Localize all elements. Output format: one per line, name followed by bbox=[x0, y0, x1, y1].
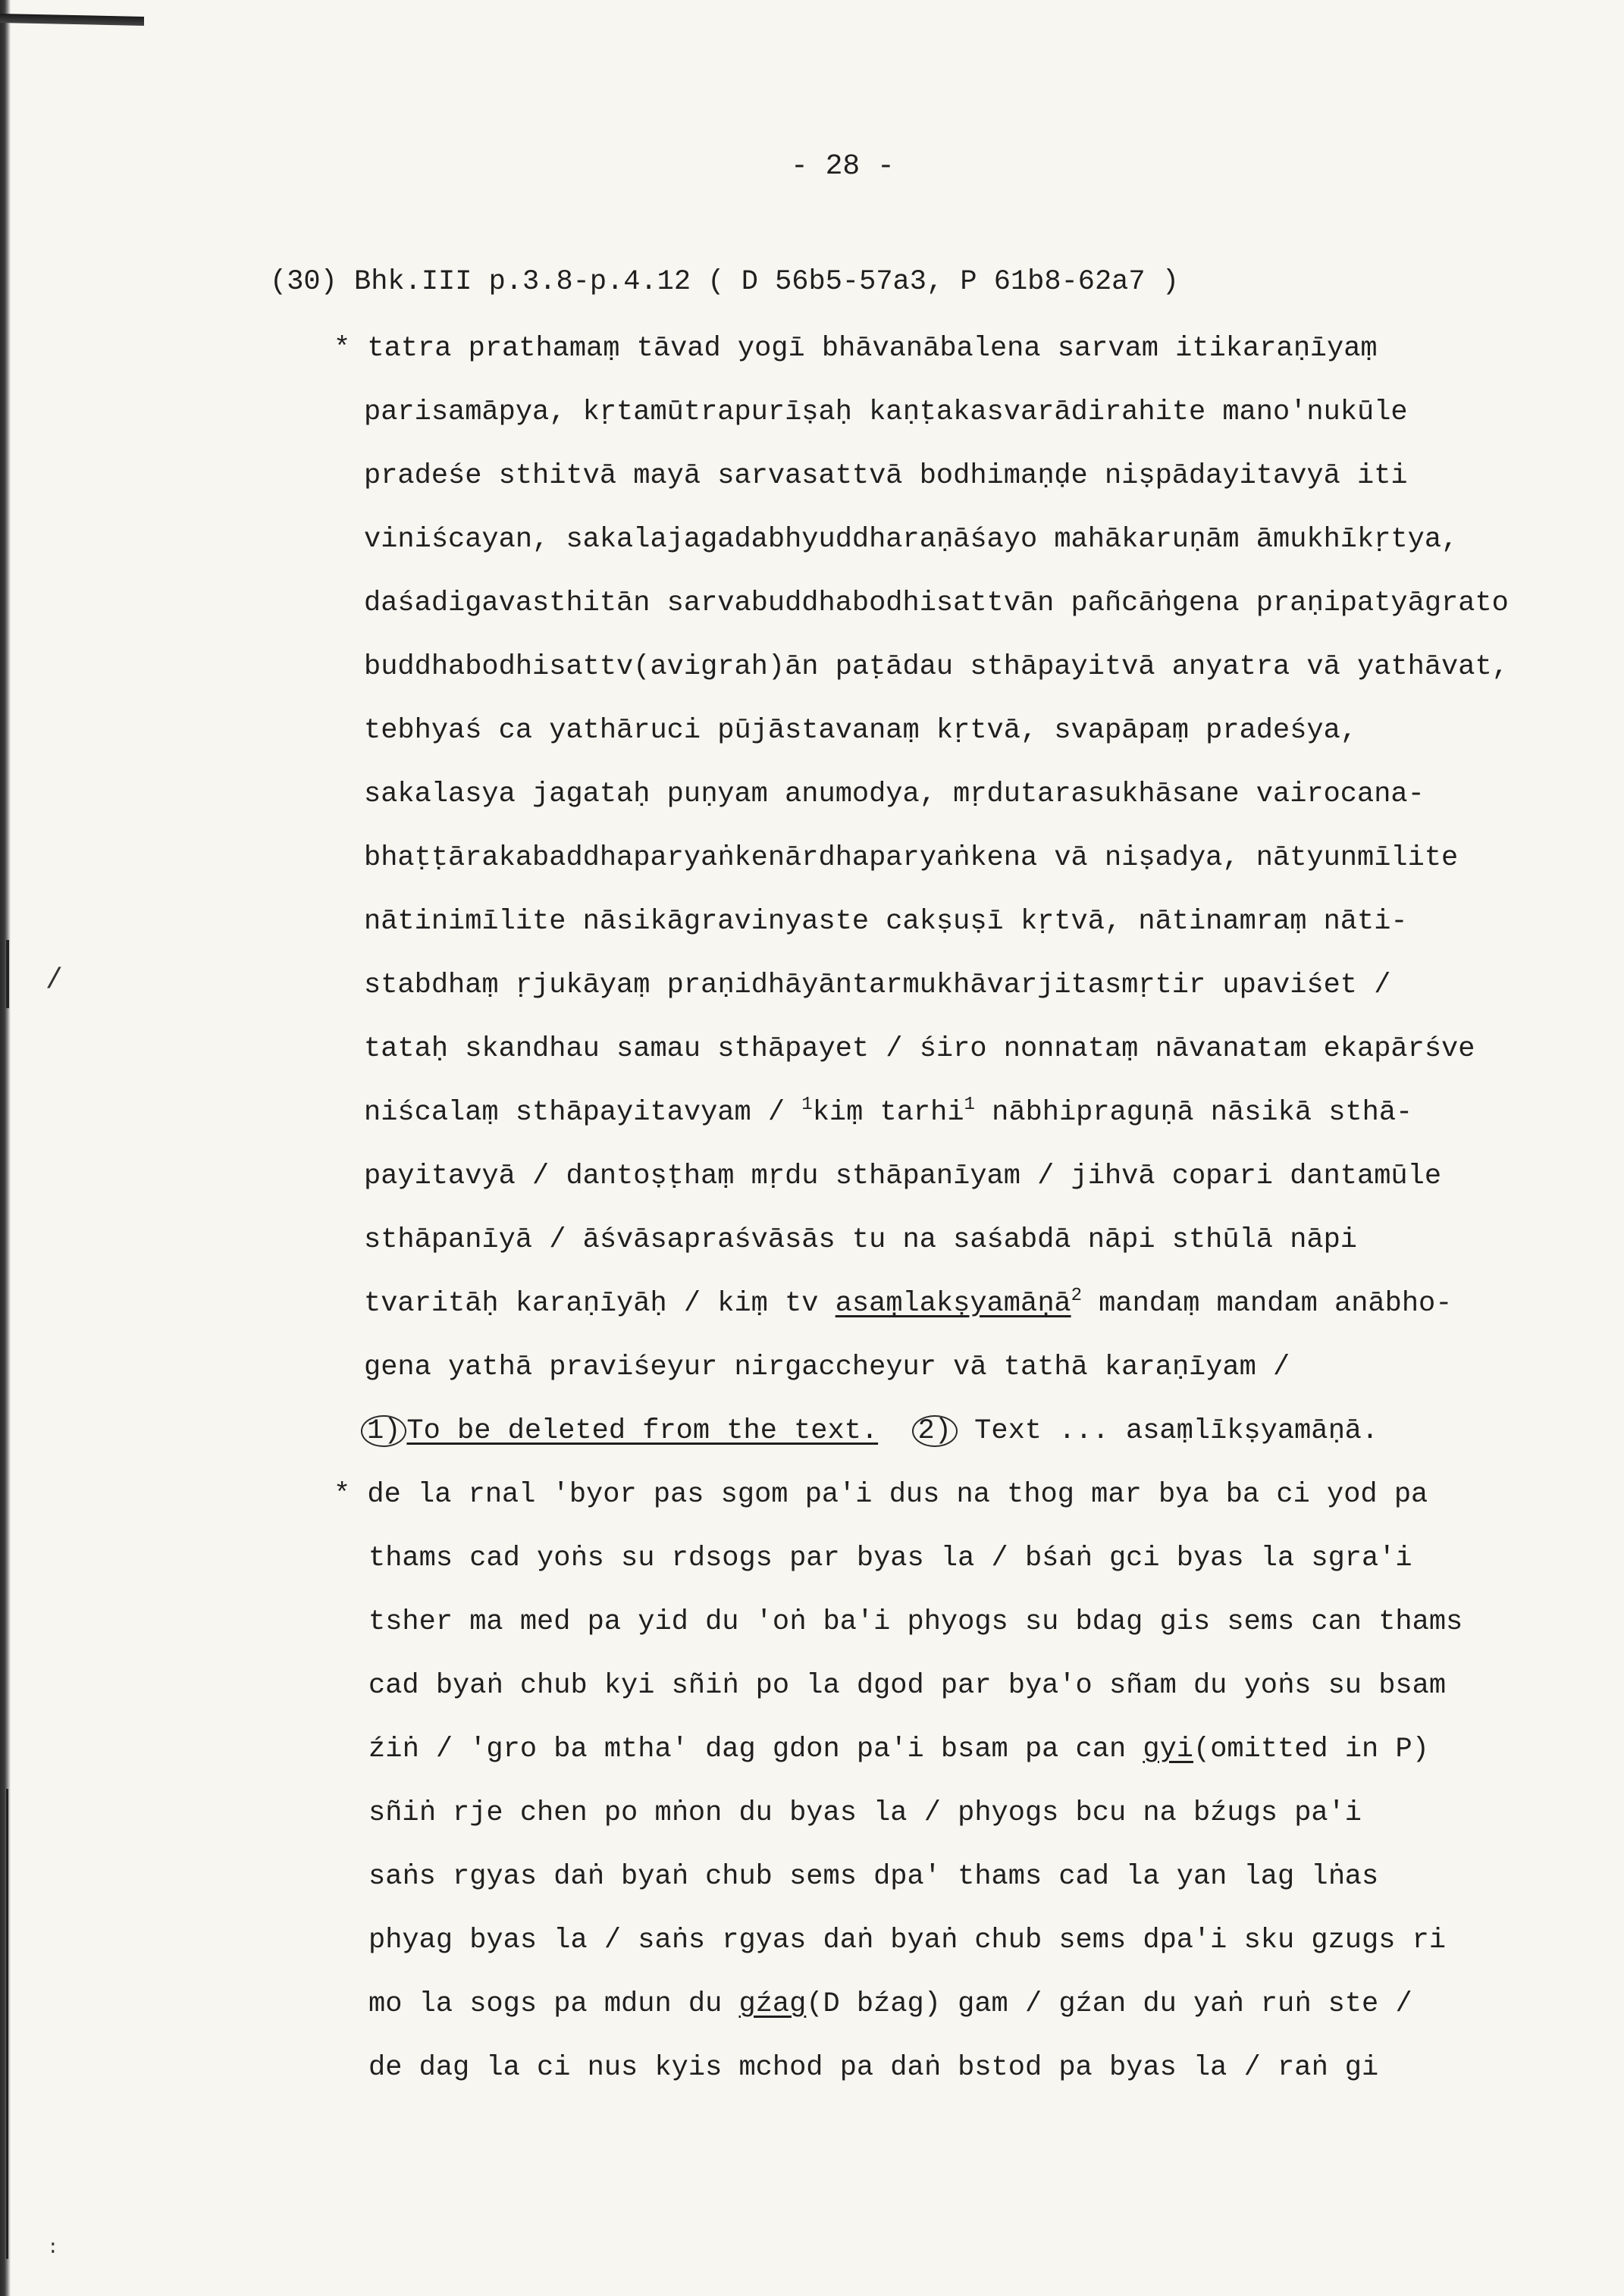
line-text: tvaritāḥ karaṇīyāḥ / kiṃ tv bbox=[364, 1288, 836, 1320]
deleted-phrase: kiṃ tarhi bbox=[812, 1097, 964, 1129]
tibetan-line-with-variant bbox=[368, 1733, 1429, 1766]
sanskrit-line: tataḥ skandhau samau sthāpayet / śiro nonnataṃ nāvanatam ekapārśve bbox=[364, 1033, 1475, 1065]
margin-rule bbox=[6, 1789, 8, 2259]
section-heading: (30) Bhk.III p.3.8-p.4.12 ( D 56b5-57a3, P 61b8-62a7 ) bbox=[270, 266, 1179, 298]
line-text: mandaṃ mandam anābho- bbox=[1081, 1288, 1453, 1320]
sanskrit-line: buddhabodhisattv(avigrah)ān paṭādau sthāpayitvā anyatra vā yathāvat, bbox=[364, 651, 1509, 683]
sanskrit-line: parisamāpya, kṛtamūtrapurīṣaḥ kaṇṭakasvarādirahite mano'nukūle bbox=[364, 396, 1408, 428]
tibetan-line: sñiṅ rje chen po mṅon du byas la / phyogs bcu na bźugs pa'i bbox=[368, 1797, 1362, 1829]
line-text: niścalaṃ sthāpayitavyam / bbox=[364, 1097, 802, 1129]
line-text: nābhipraguṇā nāsikā sthā- bbox=[974, 1097, 1413, 1129]
line-text: źiṅ / 'gro ba mtha' dag gdon pa'i bsam pa can bbox=[368, 1734, 1143, 1765]
sanskrit-line: daśadigavasthitān sarvabuddhabodhisattvān pañcāṅgena praṇipatyāgrato bbox=[364, 587, 1509, 619]
variant-word: gźag bbox=[738, 1988, 807, 2020]
footnote-2-text: Text ... asaṃlīkṣyamāṇā. bbox=[957, 1415, 1379, 1447]
sanskrit-line-with-deletion-mark bbox=[364, 1096, 1412, 1129]
sanskrit-line: tebhyaś ca yathāruci pūjāstavanaṃ kṛtvā, svapāpaṃ pradeśya, bbox=[364, 715, 1358, 747]
footnote-mark-2: 2 bbox=[1071, 1286, 1082, 1306]
binding-shadow bbox=[0, 0, 11, 2296]
tibetan-line: * de la rnal 'byor pas sgom pa'i dus na thog mar bya ba ci yod pa bbox=[334, 1479, 1428, 1511]
sanskrit-line: gena yathā praviśeyur nirgaccheyur vā tathā karaṇīyam / bbox=[364, 1352, 1290, 1383]
tibetan-line: tsher ma med pa yid du 'oṅ ba'i phyogs su bdag gis sems can thams bbox=[368, 1606, 1463, 1638]
tibetan-line: de dag la ci nus kyis mchod pa daṅ bstod pa byas la / raṅ gi bbox=[368, 2052, 1379, 2084]
sanskrit-line: stabdhaṃ ṛjukāyaṃ praṇidhāyāntarmukhāvarjitasmṛtir upaviśet / bbox=[364, 969, 1391, 1001]
variant-word: gyi bbox=[1143, 1734, 1193, 1765]
footnote-mark-1: 1 bbox=[964, 1095, 975, 1115]
tibetan-line: thams cad yoṅs su rdsogs par byas la / bśaṅ gci byas la sgra'i bbox=[368, 1543, 1412, 1574]
sanskrit-line: pradeśe sthitvā mayā sarvasattvā bodhimaṇḍe niṣpādayitavyā iti bbox=[364, 460, 1408, 492]
variant-note: (D bźag) gam / gźan du yaṅ ruṅ ste / bbox=[806, 1988, 1412, 2020]
sanskrit-line: sthāpanīyā / āśvāsapraśvāsās tu na saśabdā nāpi sthūlā nāpi bbox=[364, 1224, 1358, 1256]
tibetan-line: phyag byas la / saṅs rgyas daṅ byaṅ chub sems dpa'i sku gzugs ri bbox=[368, 1925, 1447, 1956]
page-number: - 28 - bbox=[791, 150, 895, 183]
margin-slash: / bbox=[45, 964, 63, 997]
footnote-1-text: To be deleted from the text. bbox=[406, 1415, 879, 1447]
sanskrit-line: bhaṭṭārakabaddhaparyaṅkenārdhaparyaṅkena vā niṣadya, nātyunmīlite bbox=[364, 842, 1459, 874]
footnote-1-mark: 1) bbox=[361, 1415, 406, 1447]
sanskrit-line: nātinimīlite nāsikāgravinyaste cakṣuṣī kṛtvā, nātinamraṃ nāti- bbox=[364, 906, 1408, 938]
footnote-mark-1: 1 bbox=[801, 1095, 813, 1115]
line-text: mo la sogs pa mdun du bbox=[368, 1988, 739, 2020]
sanskrit-line: viniścayan, sakalajagadabhyuddharaṇāśayo mahākaruṇām āmukhīkṛtya, bbox=[364, 524, 1459, 556]
variant-note: (omitted in P) bbox=[1193, 1734, 1429, 1765]
margin-rule bbox=[6, 940, 9, 1008]
tibetan-line-with-variant bbox=[368, 1987, 1412, 2021]
sanskrit-line: * tatra prathamaṃ tāvad yogī bhāvanābalena sarvam itikaraṇīyaṃ bbox=[334, 333, 1378, 365]
sanskrit-line: sakalasya jagataḥ puṇyam anumodya, mṛdutarasukhāsane vairocana- bbox=[364, 778, 1425, 810]
tibetan-line: cad byaṅ chub kyi sñiṅ po la dgod par bya'o sñam du yoṅs su bsam bbox=[368, 1670, 1447, 1702]
footnotes bbox=[361, 1414, 1378, 1448]
emended-word: asaṃlakṣyamāṇā bbox=[835, 1288, 1071, 1320]
sanskrit-line-with-emendation bbox=[364, 1287, 1452, 1320]
binding-corner-mark bbox=[0, 14, 144, 26]
margin-colon: : bbox=[47, 2236, 59, 2259]
tibetan-line: saṅs rgyas daṅ byaṅ chub sems dpa' thams cad la yan lag lṅas bbox=[368, 1861, 1379, 1893]
footnote-2-mark: 2) bbox=[912, 1415, 958, 1447]
sanskrit-line: payitavyā / dantoṣṭhaṃ mṛdu sthāpanīyam / jihvā copari dantamūle bbox=[364, 1161, 1442, 1192]
